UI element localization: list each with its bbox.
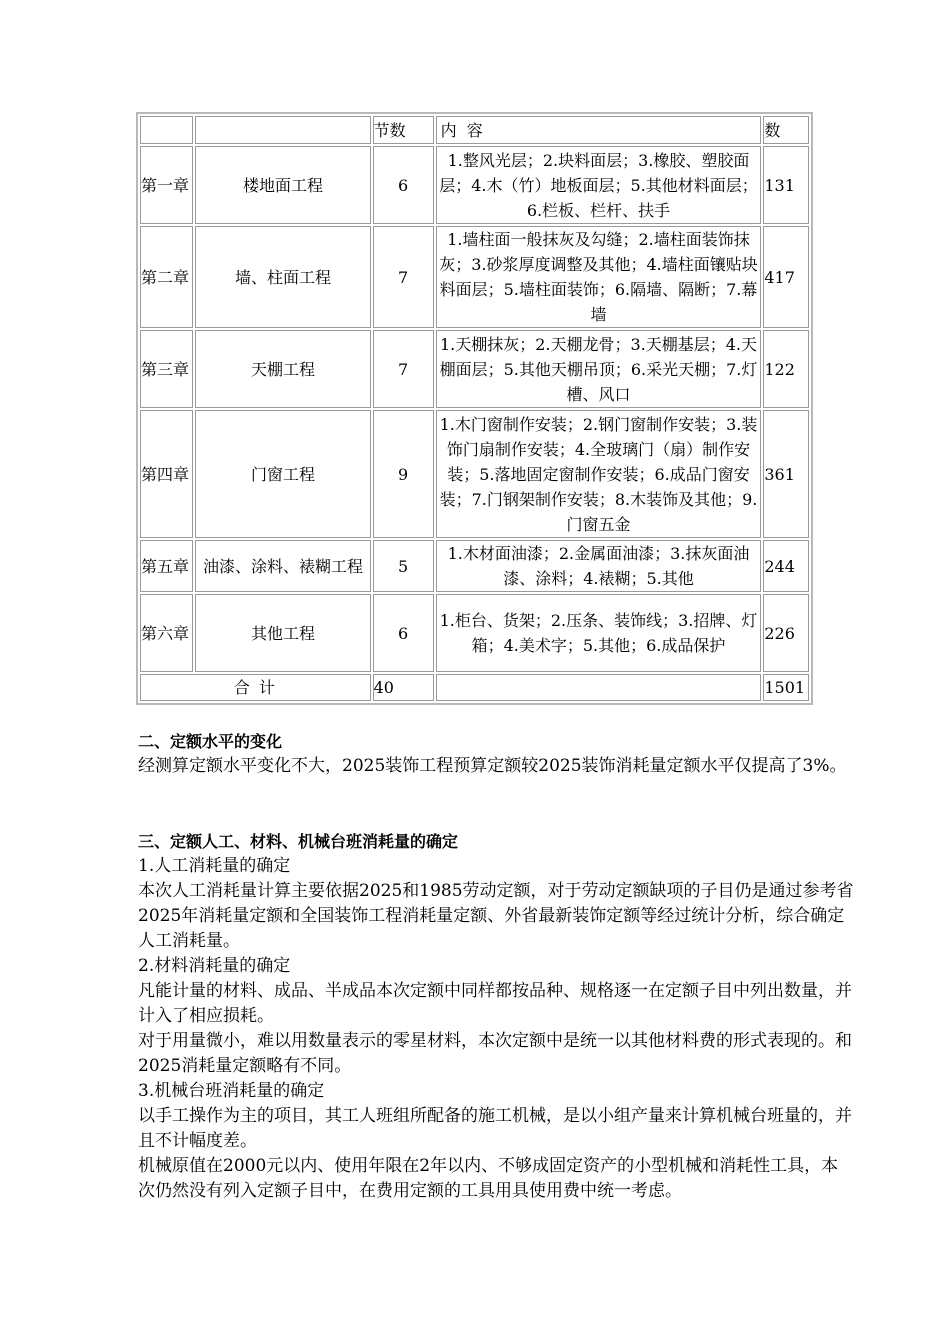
section-count-cell: 9 xyxy=(373,410,434,538)
section-count-cell: 7 xyxy=(373,226,434,328)
section-heading: 三、定额人工、材料、机械台班消耗量的确定 xyxy=(138,832,459,851)
table-row xyxy=(140,226,809,328)
item-count-cell: 244 xyxy=(763,540,809,592)
content-cell: 1.木门窗制作安装；2.钢门窗制作安装；3.装饰门扇制作安装；4.全玻璃门（扇）制作安装；5.落地固定窗制作安装；6.成品门窗安装；7.门钢架制作安装；8.木装饰及其他；9.门窗五金 xyxy=(436,410,762,538)
paragraph: 对于用量微小，难以用数量表示的零星材料，本次定额中是统一以其他材料费的形式表现的。和2025消耗量定额略有不同。 xyxy=(138,1031,852,1076)
section-count-cell: 5 xyxy=(373,540,434,592)
chapter-cell: 第六章 xyxy=(140,594,193,672)
chapter-cell: 第一章 xyxy=(140,146,193,224)
content-cell: 1.整风光层；2.块料面层；3.橡胶、塑胶面层；4.木（竹）地板面层；5.其他材料面层；6.栏板、栏杆、扶手 xyxy=(436,146,762,224)
section-count-cell: 7 xyxy=(373,330,434,408)
item-count-cell: 226 xyxy=(763,594,809,672)
section-quota-level xyxy=(138,729,854,779)
chapter-cell: 第五章 xyxy=(140,540,193,592)
section-count-cell: 6 xyxy=(373,594,434,672)
header-cell-sections: 节数 xyxy=(373,116,434,144)
item-count-cell: 131 xyxy=(763,146,809,224)
subheading-machinery: 3.机械台班消耗量的确定 xyxy=(138,1081,325,1101)
paragraph xyxy=(138,754,854,779)
project-name-cell: 其他工程 xyxy=(195,594,370,672)
item-count-cell: 417 xyxy=(763,226,809,328)
section-heading: 二、定额水平的变化 xyxy=(138,732,283,751)
header-cell-count: 数 xyxy=(763,116,809,144)
project-name-cell: 油漆、涂料、裱糊工程 xyxy=(195,540,370,592)
chapter-cell: 第三章 xyxy=(140,330,193,408)
table-row xyxy=(140,330,809,408)
paragraph: 机械原值在2000元以内、使用年限在2年以内、不够成固定资产的小型机械和消耗性工具，本次仍然没有列入定额子目中，在费用定额的工具用具使用费中统一考虑。 xyxy=(138,1156,839,1201)
paragraph: 本次人工消耗量计算主要依据2025和1985劳动定额，对于劳动定额缺项的子目仍是通过参考省2025年消耗量定额和全国装饰工程消耗量定额、外省最新装饰定额等经过统计分析，综合确定人工消耗量。 xyxy=(138,881,854,951)
table-row xyxy=(140,146,809,224)
subheading-labor: 1.人工消耗量的确定 xyxy=(138,856,291,876)
table-row xyxy=(140,594,809,672)
total-label-cell: 合 计 xyxy=(140,674,371,701)
section-consumption xyxy=(138,829,854,1204)
project-name-cell: 天棚工程 xyxy=(195,330,370,408)
header-cell-content: 内 容 xyxy=(436,116,762,144)
table-row xyxy=(140,410,809,538)
project-name-cell: 门窗工程 xyxy=(195,410,370,538)
content-cell: 1.木材面油漆；2.金属面油漆；3.抹灰面油漆、涂料；4.裱糊；5.其他 xyxy=(436,540,762,592)
content-cell: 1.墙柱面一般抹灰及勾缝；2.墙柱面装饰抹灰；3.砂浆厚度调整及其他；4.墙柱面镶贴块料面层；5.墙柱面装饰；6.隔墙、隔断；7.幕墙 xyxy=(436,226,762,328)
table-total-row xyxy=(140,674,809,701)
section-count-cell: 6 xyxy=(373,146,434,224)
table-header-row xyxy=(140,116,809,144)
chapter-cell: 第二章 xyxy=(140,226,193,328)
content-cell: 1.天棚抹灰；2.天棚龙骨；3.天棚基层；4.天棚面层；5.其他天棚吊顶；6.采光天棚；7.灯槽、风口 xyxy=(436,330,762,408)
chapter-cell: 第四章 xyxy=(140,410,193,538)
subheading-material: 2.材料消耗量的确定 xyxy=(138,956,291,976)
item-count-cell: 361 xyxy=(763,410,809,538)
total-count-cell: 1501 xyxy=(763,674,809,701)
header-cell-chapter xyxy=(140,116,193,144)
paragraph: 凡能计量的材料、成品、半成品本次定额中同样都按品种、规格逐一在定额子目中列出数量，并计入了相应损耗。 xyxy=(138,981,852,1026)
total-sections-cell: 40 xyxy=(373,674,434,701)
table-row xyxy=(140,540,809,592)
quota-chapter-table xyxy=(136,112,813,705)
paragraph-text: 经测算定额水平变化不大，2025装饰工程预算定额较2025装饰消耗量定额水平仅提高了3%。 xyxy=(138,756,847,776)
content-cell: 1.柜台、货架；2.压条、装饰线；3.招牌、灯箱；4.美术字；5.其他；6.成品保护 xyxy=(436,594,762,672)
paragraph: 以手工操作为主的项目，其工人班组所配备的施工机械，是以小组产量来计算机械台班量的，并且不计幅度差。 xyxy=(138,1106,852,1151)
total-content-cell xyxy=(436,674,762,701)
item-count-cell: 122 xyxy=(763,330,809,408)
header-cell-name xyxy=(195,116,370,144)
project-name-cell: 墙、柱面工程 xyxy=(195,226,370,328)
project-name-cell: 楼地面工程 xyxy=(195,146,370,224)
